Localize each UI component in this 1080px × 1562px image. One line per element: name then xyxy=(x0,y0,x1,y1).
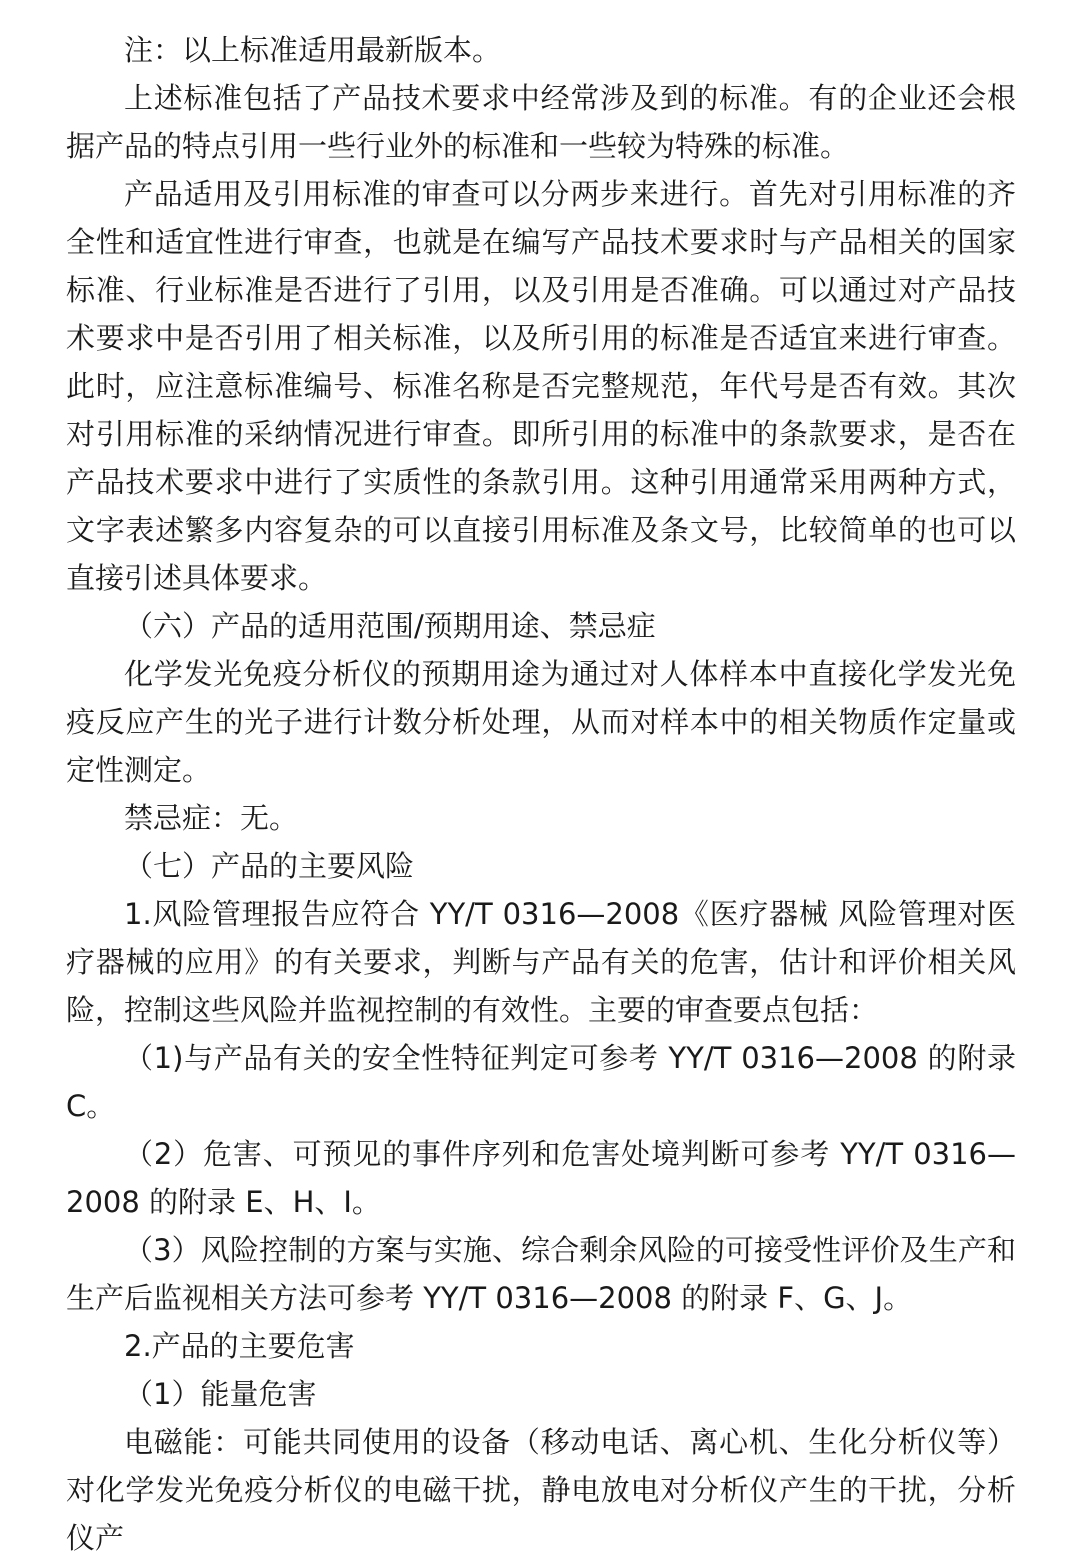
review-point-3: （3）风险控制的方案与实施、综合剩余风险的可接受性评价及生产和生产后监视相关方法可参考 YY/T 0316—2008 的附录 F、G、J。 xyxy=(66,1233,1016,1315)
review-point-2: （2）危害、可预见的事件序列和危害处境判断可参考 YY/T 0316—2008 的附录 E、H、I。 xyxy=(66,1137,1016,1219)
review-point-1: （1)与产品有关的安全性特征判定可参考 YY/T 0316—2008 的附录 C。 xyxy=(66,1041,1016,1123)
standards-scope-paragraph: 上述标准包括了产品技术要求中经常涉及到的标准。有的企业还会根据产品的特点引用一些行业外的标准和一些较为特殊的标准。 xyxy=(66,81,1016,163)
main-hazards-heading: 2.产品的主要危害 xyxy=(124,1329,355,1363)
document-page xyxy=(66,26,1016,1562)
energy-hazard-heading: （1）能量危害 xyxy=(124,1377,317,1411)
note-paragraph: 注：以上标准适用最新版本。 xyxy=(124,33,502,67)
standards-review-paragraph: 产品适用及引用标准的审查可以分两步来进行。首先对引用标准的齐全性和适宜性进行审查，也就是在编写产品技术要求时与产品相关的国家标准、行业标准是否进行了引用，以及引用是否准确。可以通过对产品技术要求中是否引用了相关标准，以及所引用的标准是否适宜来进行审查。此时，应注意标准编号、标准名称是否完整规范，年代号是否有效。其次对引用标准的采纳情况进行审查。即所引用的标准中的条款要求，是否在产品技术要求中进行了实质性的条款引用。这种引用通常采用两种方式，文字表述繁多内容复杂的可以直接引用标准及条文号，比较简单的也可以直接引述具体要求。 xyxy=(66,177,1016,595)
section-6-heading: （六）产品的适用范围/预期用途、禁忌症 xyxy=(124,609,656,643)
intended-use-paragraph: 化学发光免疫分析仪的预期用途为通过对人体样本中直接化学发光免疫反应产生的光子进行计数分析处理，从而对样本中的相关物质作定量或定性测定。 xyxy=(66,657,1016,787)
section-7-heading: （七）产品的主要风险 xyxy=(124,849,415,883)
contraindications-paragraph: 禁忌症：无。 xyxy=(124,801,299,835)
electromagnetic-paragraph: 电磁能：可能共同使用的设备（移动电话、离心机、生化分析仪等）对化学发光免疫分析仪的电磁干扰，静电放电对分析仪产生的干扰，分析仪产 xyxy=(66,1425,1016,1555)
risk-management-paragraph: 1.风险管理报告应符合 YY/T 0316—2008《医疗器械 风险管理对医疗器械的应用》的有关要求，判断与产品有关的危害，估计和评价相关风险，控制这些风险并监视控制的有效性。主要的审查要点包括： xyxy=(66,897,1016,1027)
